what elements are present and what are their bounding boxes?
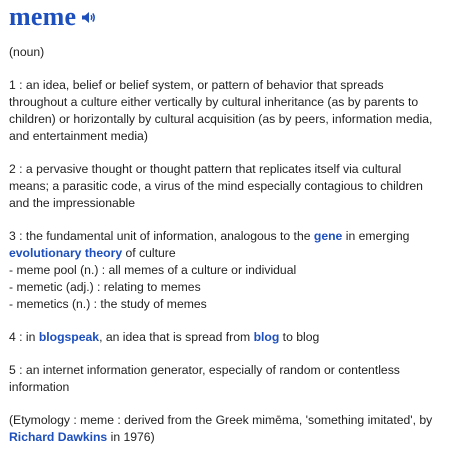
- headword: meme: [9, 2, 77, 31]
- definition-5: [9, 362, 440, 396]
- speaker-icon[interactable]: [81, 11, 96, 24]
- link-richard-dawkins[interactable]: Richard Dawkins: [9, 430, 108, 444]
- definition-text: [9, 329, 440, 346]
- definition-text: 2 : a pervasive thought or thought pattern that replicates itself via cultural means; a parasitic code, a virus of the mind especially contagious to children and the impressionable: [9, 162, 423, 210]
- definition-3: [9, 228, 440, 313]
- definition-text: [9, 228, 440, 262]
- sub-definition-meme-pool: - meme pool (n.) : all memes of a culture or individual: [9, 263, 297, 277]
- definition-text-post: of culture: [122, 246, 176, 260]
- speaker-icon-graphic: [81, 11, 96, 24]
- definition-text-pre: 4 : in: [9, 330, 39, 344]
- etymology-text: [9, 412, 440, 446]
- definition-text-post: to blog: [279, 330, 320, 344]
- link-blog[interactable]: blog: [253, 330, 280, 344]
- etymology-post: in 1976): [107, 430, 155, 444]
- etymology-pre: (Etymology : meme : derived from the Greek mimēma, 'something imitated', by: [9, 413, 433, 427]
- definition-4: [9, 329, 440, 346]
- definition-2: [9, 161, 440, 212]
- link-gene[interactable]: gene: [313, 229, 343, 243]
- sub-definition-memetics: - memetics (n.) : the study of memes: [9, 297, 207, 311]
- definition-text-mid: , an idea that is spread from: [99, 330, 254, 344]
- definition-text-pre: 3 : the fundamental unit of information, analogous to the: [9, 229, 314, 243]
- link-evolutionary-theory[interactable]: evolutionary theory: [9, 246, 123, 260]
- sub-definition-memetic: - memetic (adj.) : relating to memes: [9, 280, 201, 294]
- part-of-speech: (noun): [9, 45, 45, 59]
- entry-header: [9, 2, 440, 32]
- definition-text: 5 : an internet information generator, especially of random or contentless information: [9, 363, 400, 394]
- link-blogspeak[interactable]: blogspeak: [38, 330, 100, 344]
- definition-text: 1 : an idea, belief or belief system, or pattern of behavior that spreads throughout a culture either vertically by cultural inheritance (as by parents to children) or horizontally by cultural acquisition (as by peers, information media, and entertainment media): [9, 78, 433, 143]
- definition-1: [9, 77, 440, 145]
- etymology: [9, 412, 440, 446]
- definition-text-mid: in emerging: [342, 229, 410, 243]
